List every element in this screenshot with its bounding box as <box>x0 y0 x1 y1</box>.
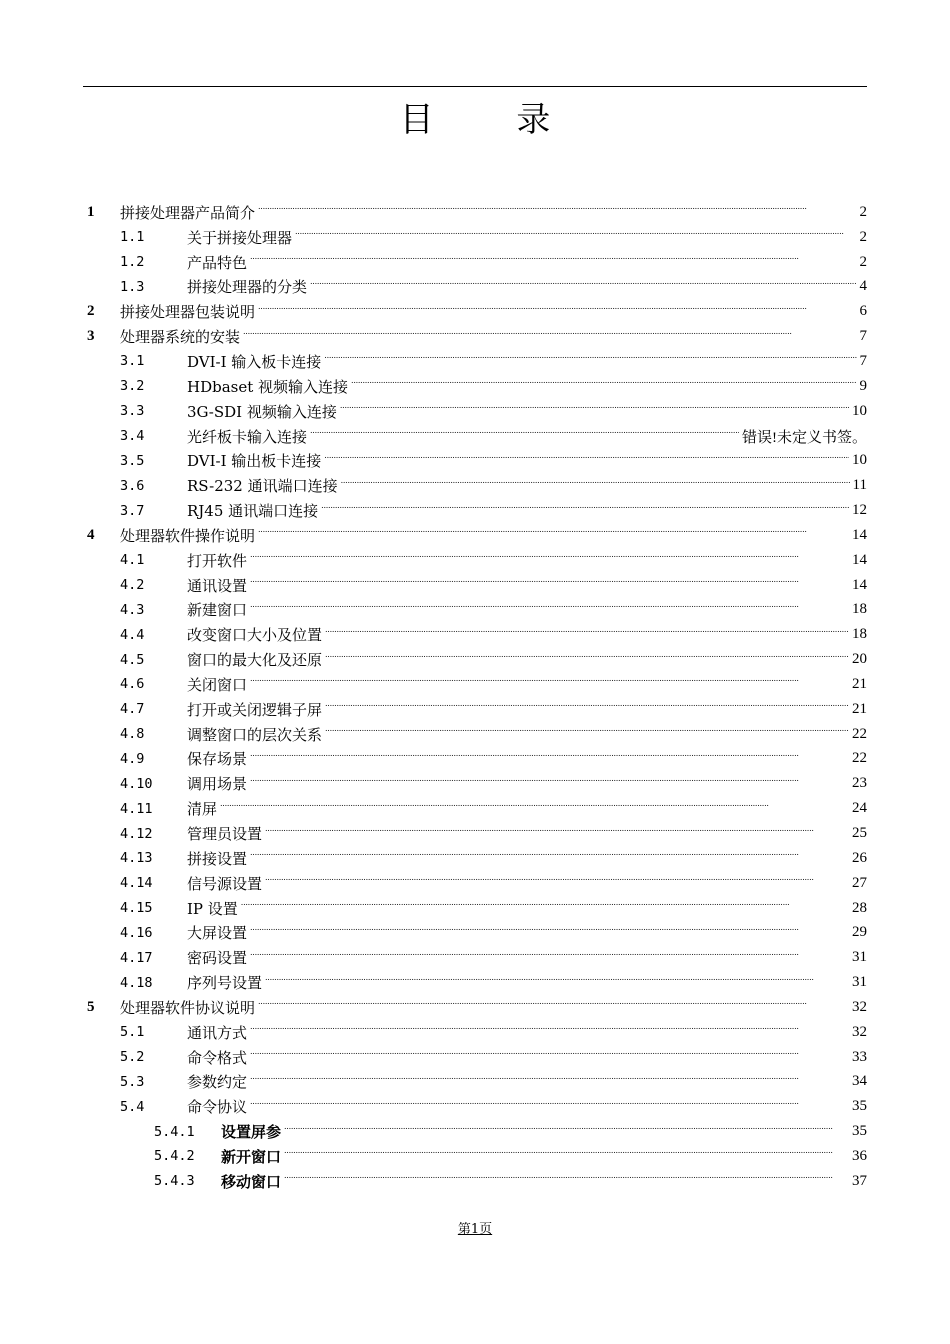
toc-entry-number: 4.14 <box>120 875 153 892</box>
toc-leader-dots <box>250 850 849 866</box>
toc-entry-page: 31 <box>852 974 867 991</box>
toc-entry-number: 4.1 <box>120 552 145 569</box>
toc-entry-title: IP 设置 <box>187 899 238 918</box>
toc-entry-number: 1.3 <box>120 278 145 295</box>
toc-entry-page: 37 <box>852 1172 867 1189</box>
toc-entry-title: 移动窗口 <box>221 1172 282 1191</box>
toc-entry-title: 打开软件 <box>187 551 248 570</box>
toc-entry-number: 3.7 <box>120 502 145 519</box>
toc-entry-title: 设置屏参 <box>221 1123 282 1142</box>
toc-leader-dots <box>284 1173 849 1189</box>
toc-entry[interactable] <box>83 920 867 945</box>
toc-entry[interactable] <box>83 324 867 349</box>
toc-entry[interactable] <box>83 275 867 300</box>
toc-entry-page: 33 <box>852 1048 867 1065</box>
toc-entry-page: 21 <box>852 675 867 692</box>
toc-leader-dots <box>340 403 849 419</box>
toc-entry[interactable] <box>83 1144 867 1169</box>
toc-entry-number: 1.2 <box>120 254 145 271</box>
toc-entry-title: 关闭窗口 <box>187 675 248 694</box>
toc-entry-page: 11 <box>852 477 867 494</box>
toc-entry-title: 保存场景 <box>187 750 248 769</box>
toc-entry[interactable] <box>83 1070 867 1095</box>
toc-entry[interactable] <box>83 473 867 498</box>
toc-entry[interactable] <box>83 573 867 598</box>
toc-leader-dots <box>250 552 849 568</box>
toc-leader-dots <box>310 279 856 295</box>
toc-entry-number: 4.17 <box>120 949 153 966</box>
toc-entry-number: 3.5 <box>120 452 145 469</box>
toc-entry-title: 命令格式 <box>187 1048 248 1067</box>
toc-leader-dots <box>310 428 739 444</box>
toc-entry-number: 1 <box>87 203 95 220</box>
toc-entry-page: 20 <box>852 651 867 668</box>
toc-entry-number: 5.1 <box>120 1024 145 1041</box>
toc-leader-dots <box>284 1148 849 1164</box>
toc-entry[interactable] <box>83 846 867 871</box>
header-rule <box>83 86 867 87</box>
toc-entry-number: 4.16 <box>120 924 153 941</box>
toc-leader-dots <box>258 304 856 320</box>
toc-entry-number: 5.4.3 <box>154 1173 195 1190</box>
toc-entry-page: 10 <box>852 452 867 469</box>
toc-entry[interactable] <box>83 747 867 772</box>
toc-entry-number: 3.2 <box>120 378 145 395</box>
toc-entry-page: 35 <box>852 1123 867 1140</box>
toc-entry[interactable] <box>83 647 867 672</box>
toc-entry-number: 5.2 <box>120 1049 145 1066</box>
toc-leader-dots <box>341 478 850 494</box>
toc-entry-number: 4.11 <box>120 800 153 817</box>
toc-entry-page: 34 <box>852 1073 867 1090</box>
toc-entry[interactable] <box>83 622 867 647</box>
toc-leader-dots <box>250 1074 849 1090</box>
toc-entry-title: 拼接设置 <box>187 849 248 868</box>
toc-entry-number: 2 <box>87 303 95 320</box>
toc-entry-page: 32 <box>852 998 867 1015</box>
toc-entry[interactable] <box>83 970 867 995</box>
toc-entry-page: 29 <box>852 924 867 941</box>
toc-entry-page: 21 <box>852 700 867 717</box>
toc-entry[interactable] <box>83 523 867 548</box>
toc-entry-page: 2 <box>859 203 867 220</box>
toc-entry-title: 改变窗口大小及位置 <box>187 626 323 645</box>
toc-leader-dots <box>250 602 849 618</box>
toc-entry[interactable] <box>83 896 867 921</box>
toc-leader-dots <box>265 975 849 991</box>
toc-entry-page: 10 <box>852 402 867 419</box>
page-number: 第1页 <box>457 1222 493 1237</box>
toc-leader-dots <box>250 1099 849 1115</box>
toc-leader-dots <box>295 229 856 245</box>
toc-entry[interactable] <box>83 945 867 970</box>
toc-entry-title: 调用场景 <box>187 775 248 794</box>
toc-entry[interactable] <box>83 250 867 275</box>
toc-entry-title: HDbaset 视频输入连接 <box>187 377 349 396</box>
toc-entry-title: 调整窗口的层次关系 <box>187 725 323 744</box>
toc-entry[interactable] <box>83 1045 867 1070</box>
toc-entry-number: 3.1 <box>120 353 145 370</box>
toc-entry-page: 7 <box>859 352 867 369</box>
toc-entry[interactable] <box>83 200 867 225</box>
toc-entry-title: 窗口的最大化及还原 <box>187 651 323 670</box>
toc-leader-dots <box>250 1049 849 1065</box>
toc-entry-title: DVI-I 输入板卡连接 <box>187 352 322 371</box>
toc-entry-number: 4.9 <box>120 750 145 767</box>
toc-title: 目 录 <box>399 100 587 140</box>
toc-entry-title: 拼接处理器包装说明 <box>120 303 256 322</box>
toc-entry-page: 32 <box>852 1023 867 1040</box>
toc-entry[interactable] <box>83 498 867 523</box>
toc-entry[interactable] <box>83 448 867 473</box>
toc-entry-title: 拼接处理器产品简介 <box>120 203 256 222</box>
toc-leader-dots <box>241 900 849 916</box>
toc-entry-title: 通讯方式 <box>187 1023 248 1042</box>
toc-entry[interactable] <box>83 374 867 399</box>
toc-entry-title: 产品特色 <box>187 253 248 272</box>
toc-entry-title: 大屏设置 <box>187 924 248 943</box>
toc-leader-dots <box>250 1024 849 1040</box>
toc-entry-number: 4.13 <box>120 850 153 867</box>
toc-entry-number: 3.4 <box>120 428 145 445</box>
toc-entry-number: 1.1 <box>120 229 145 246</box>
toc-entry[interactable] <box>83 424 867 449</box>
toc-entry-page: 22 <box>852 750 867 767</box>
toc-entry-page: 14 <box>852 526 867 543</box>
toc-entry-page: 24 <box>852 800 867 817</box>
toc-entry-number: 4.10 <box>120 775 153 792</box>
toc-entry[interactable] <box>83 349 867 374</box>
toc-entry-page: 25 <box>852 825 867 842</box>
toc-entry-page: 错误!未定义书签。 <box>742 429 867 446</box>
toc-entry-title: 处理器软件操作说明 <box>120 526 256 545</box>
toc-entry[interactable] <box>83 796 867 821</box>
toc-entry-number: 4.12 <box>120 825 153 842</box>
toc-entry-page: 18 <box>852 601 867 618</box>
toc-entry-title: RJ45 通讯端口连接 <box>187 502 319 521</box>
toc-entry[interactable] <box>83 1020 867 1045</box>
toc-entry-title: 打开或关闭逻辑子屏 <box>187 700 323 719</box>
toc-leader-dots <box>325 627 849 643</box>
toc-entry-page: 2 <box>859 253 867 270</box>
toc-entry-title: 拼接处理器的分类 <box>187 278 308 297</box>
toc-entry-page: 14 <box>852 551 867 568</box>
toc-leader-dots <box>250 577 849 593</box>
toc-leader-dots <box>258 527 849 543</box>
toc-entry-title: RS-232 通讯端口连接 <box>187 477 338 496</box>
toc-entry-title: 信号源设置 <box>187 874 263 893</box>
toc-entry-page: 4 <box>859 278 867 295</box>
toc-entry-title: 光纤板卡输入连接 <box>187 427 308 446</box>
toc-entry-number: 5.4 <box>120 1098 145 1115</box>
toc-entry-page: 26 <box>852 849 867 866</box>
toc-entry-number: 5.4.1 <box>154 1123 195 1140</box>
toc-leader-dots <box>250 950 849 966</box>
toc-entry[interactable] <box>83 821 867 846</box>
toc-entry-page: 31 <box>852 949 867 966</box>
toc-entry-page: 14 <box>852 576 867 593</box>
toc-leader-dots <box>250 776 849 792</box>
toc-entry-title: 通讯设置 <box>187 576 248 595</box>
toc-entry-number: 4.2 <box>120 577 145 594</box>
toc-entry[interactable] <box>83 672 867 697</box>
toc-entry-page: 28 <box>852 899 867 916</box>
toc-entry[interactable] <box>83 995 867 1020</box>
toc-entry-page: 12 <box>852 502 867 519</box>
toc-leader-dots <box>250 676 849 692</box>
toc-entry-number: 4.8 <box>120 726 145 743</box>
toc-leader-dots <box>258 204 856 220</box>
toc-entry-number: 5.3 <box>120 1073 145 1090</box>
toc-entry[interactable] <box>83 697 867 722</box>
toc-entry-number: 3.6 <box>120 477 145 494</box>
toc-entry[interactable] <box>83 722 867 747</box>
toc-entry[interactable] <box>83 1119 867 1144</box>
toc-entry-title: 清屏 <box>187 800 218 819</box>
toc-leader-dots <box>265 826 849 842</box>
toc-entry-title: 关于拼接处理器 <box>187 228 293 247</box>
toc-entry-number: 5 <box>87 998 95 1015</box>
toc-entry[interactable] <box>83 598 867 623</box>
toc-entry-number: 5.4.2 <box>154 1148 195 1165</box>
toc-entry[interactable] <box>83 1169 867 1194</box>
toc-entry-number: 4.3 <box>120 601 145 618</box>
toc-leader-dots <box>284 1124 849 1140</box>
toc-entry-page: 22 <box>852 725 867 742</box>
toc-entry-number: 4.7 <box>120 701 145 718</box>
toc-leader-dots <box>220 801 849 817</box>
toc-leader-dots <box>321 503 849 519</box>
toc-entry-page: 2 <box>859 228 867 245</box>
toc-entry-title: 命令协议 <box>187 1098 248 1117</box>
toc-entry-title: 管理员设置 <box>187 825 263 844</box>
toc-entry-page: 7 <box>859 328 867 345</box>
toc-entry-title: 新开窗口 <box>221 1147 282 1166</box>
toc-leader-dots <box>265 875 849 891</box>
toc-entry-title: 参数约定 <box>187 1073 248 1092</box>
toc-entry-page: 23 <box>852 775 867 792</box>
toc-entry-page: 6 <box>859 303 867 320</box>
toc-entry-number: 4.4 <box>120 626 145 643</box>
toc-entry-page: 18 <box>852 626 867 643</box>
toc-leader-dots <box>243 329 856 345</box>
toc-entry-title: 新建窗口 <box>187 601 248 620</box>
toc-entry-title: 3G-SDI 视频输入连接 <box>187 402 337 421</box>
toc-leader-dots <box>325 701 849 717</box>
toc-entry-page: 9 <box>859 377 867 394</box>
toc-entry-title: 处理器软件协议说明 <box>120 998 256 1017</box>
toc-entry[interactable] <box>83 399 867 424</box>
table-of-contents <box>83 200 867 1194</box>
page-footer <box>0 1218 950 1237</box>
toc-leader-dots <box>250 751 849 767</box>
toc-leader-dots <box>258 999 849 1015</box>
toc-entry-title: 密码设置 <box>187 949 248 968</box>
toc-entry[interactable] <box>83 548 867 573</box>
toc-entry[interactable] <box>83 1094 867 1119</box>
toc-entry[interactable] <box>83 299 867 324</box>
toc-entry-page: 35 <box>852 1098 867 1115</box>
toc-leader-dots <box>325 726 849 742</box>
toc-entry-title: DVI-I 输出板卡连接 <box>187 452 322 471</box>
toc-entry[interactable] <box>83 771 867 796</box>
toc-entry-number: 3 <box>87 328 95 345</box>
toc-entry-number: 4.18 <box>120 974 153 991</box>
toc-entry-number: 4.15 <box>120 900 153 917</box>
toc-entry-number: 4 <box>87 526 95 543</box>
toc-leader-dots <box>325 652 849 668</box>
toc-entry-page: 27 <box>852 874 867 891</box>
toc-entry[interactable] <box>83 225 867 250</box>
toc-entry-title: 序列号设置 <box>187 974 263 993</box>
toc-entry-title: 处理器系统的安装 <box>120 328 241 347</box>
toc-entry-page: 36 <box>852 1147 867 1164</box>
toc-leader-dots <box>324 453 849 469</box>
toc-entry[interactable] <box>83 871 867 896</box>
toc-entry-number: 4.5 <box>120 651 145 668</box>
toc-entry-number: 3.3 <box>120 403 145 420</box>
toc-leader-dots <box>324 353 856 369</box>
toc-leader-dots <box>351 378 856 394</box>
toc-entry-number: 4.6 <box>120 676 145 693</box>
toc-leader-dots <box>250 925 849 941</box>
toc-leader-dots <box>250 254 856 270</box>
